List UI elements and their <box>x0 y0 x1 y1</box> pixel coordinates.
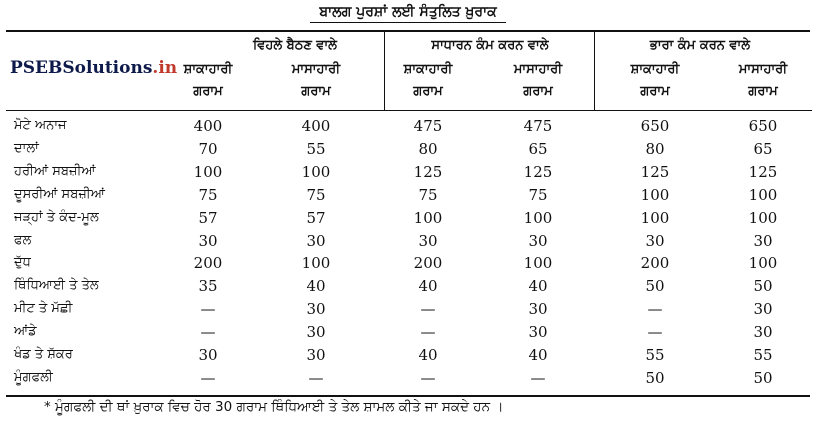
table-cell: 650 <box>748 117 778 135</box>
table-cell: — <box>647 323 663 342</box>
row-label: ਮੂੰਗਫਲੀ <box>14 369 53 385</box>
group-header-moderate: ਸਾਧਾਰਨ ਕੰਮ ਕਰਨ ਵਾਲੇ <box>431 38 549 53</box>
table-cell: 30 <box>306 231 326 250</box>
row-label: ਦੂਸਰੀਆਂ ਸਬਜ਼ੀਆਂ <box>14 186 105 202</box>
table-cell: 475 <box>523 117 553 135</box>
table-cell: 80 <box>645 139 665 158</box>
table-cell: 80 <box>418 139 438 158</box>
table-cell: 40 <box>528 346 548 364</box>
table-cell: 75 <box>528 185 548 204</box>
table-cell: 100 <box>640 185 670 204</box>
table-cell: 55 <box>306 139 326 158</box>
table-cell: 100 <box>301 162 331 181</box>
unit-label: ਗਰਾਮ <box>523 84 553 99</box>
table-cell: 100 <box>640 208 670 227</box>
row-label: ਥਿੰਧਿਆਈ ਤੇ ਤੇਲ <box>14 278 99 294</box>
sub-header-vegetarian-1: ਸ਼ਾਕਾਹਾਰੀ <box>183 62 233 77</box>
group-header-sedentary: ਵਿਹਲੇ ਬੈਠਣ ਵਾਲੇ <box>253 38 337 53</box>
table-cell: — <box>420 323 436 342</box>
header-rule <box>6 110 812 111</box>
table-cell: 30 <box>306 346 326 364</box>
table-cell: 65 <box>753 139 773 158</box>
table-cell: 100 <box>748 208 778 227</box>
table-cell: — <box>420 300 436 319</box>
table-cell: 200 <box>193 254 223 273</box>
table-cell: 100 <box>523 254 553 273</box>
table-cell: 75 <box>306 185 326 204</box>
table-cell: — <box>308 368 324 387</box>
table-cell: 125 <box>640 162 670 181</box>
table-cell: 75 <box>198 185 218 204</box>
footnote: * ਮੂੰਗਫਲੀ ਦੀ ਥਾਂ ਖ਼ੁਰਾਕ ਵਿਚ ਹੋਰ 30 ਗਰਾਮ ਥਿੰਧਿਆਈ ਤੇ ਤੇਲ ਸ਼ਾਮਲ ਕੀਤੇ ਜਾ ਸਕਦੇ ਹਨ । <box>44 399 504 415</box>
table-cell: 30 <box>306 300 326 319</box>
sub-header-nonveg-2: ਮਾਸਾਹਾਰੀ <box>513 62 563 77</box>
sub-header-vegetarian-3: ਸ਼ਾਕਾਹਾਰੀ <box>630 62 680 77</box>
table-cell: 57 <box>198 208 218 227</box>
table-cell: 100 <box>413 208 443 227</box>
table-cell: 70 <box>198 139 218 158</box>
table-cell: 30 <box>198 231 218 250</box>
group-header-heavy: ਭਾਰਾ ਕੰਮ ਕਰਨ ਵਾਲੇ <box>649 38 751 53</box>
row-label: ਖੰਡ ਤੇ ਸ਼ੱਕਰ <box>14 347 73 362</box>
table-cell: 100 <box>523 208 553 227</box>
table-cell: 30 <box>753 231 773 250</box>
table-cell: 125 <box>523 162 553 181</box>
table-cell: 30 <box>753 300 773 319</box>
table-cell: — <box>200 368 216 387</box>
table-cell: 65 <box>528 139 548 158</box>
table-cell: 55 <box>645 346 665 364</box>
table-cell: 200 <box>640 254 670 273</box>
sub-header-nonveg-1: ਮਾਸਾਹਾਰੀ <box>291 62 341 77</box>
table-cell: — <box>420 368 436 387</box>
unit-label: ਗਰਾਮ <box>413 84 443 99</box>
table-cell: 30 <box>306 323 326 342</box>
table-cell: 125 <box>748 162 778 181</box>
table-cell: 30 <box>645 231 665 250</box>
table-cell: 50 <box>645 368 665 387</box>
table-cell: 100 <box>748 185 778 204</box>
table-cell: 100 <box>748 254 778 273</box>
site-logo: PSEBSolutions.in <box>10 58 178 78</box>
row-label: ਆਂਡੇ <box>14 324 37 340</box>
table-cell: 40 <box>418 277 438 296</box>
table-cell: 75 <box>418 185 438 204</box>
table-cell: 30 <box>528 323 548 342</box>
table-cell: 200 <box>413 254 443 273</box>
table-cell: — <box>530 368 546 387</box>
unit-label: ਗਰਾਮ <box>301 84 331 99</box>
table-title: ਬਾਲਗ ਪੁਰਸ਼ਾਂ ਲਈ ਸੰਤੁਲਿਤ ਖ਼ੁਰਾਕ <box>319 4 497 20</box>
table-cell: 30 <box>753 323 773 342</box>
table-cell: 50 <box>753 277 773 296</box>
table-cell: 30 <box>528 231 548 250</box>
table-cell: 475 <box>413 117 443 135</box>
sub-header-vegetarian-2: ਸ਼ਾਕਾਹਾਰੀ <box>403 62 453 77</box>
table-cell: — <box>200 300 216 319</box>
row-label: ਜੜ੍ਹਾਂ ਤੇ ਕੰਦ-ਮੂਲ <box>14 209 99 225</box>
table-cell: 40 <box>528 277 548 296</box>
table-cell: 55 <box>753 346 773 364</box>
group-divider-2 <box>594 30 595 110</box>
table-cell: 30 <box>418 231 438 250</box>
table-cell: 40 <box>418 346 438 364</box>
table-cell: 30 <box>528 300 548 319</box>
row-label: ਦਾਲਾਂ <box>14 140 39 156</box>
row-label: ਹਰੀਆਂ ਸਬਜ਼ੀਆਂ <box>14 163 96 179</box>
sub-header-nonveg-3: ਮਾਸਾਹਾਰੀ <box>738 62 788 77</box>
row-label: ਮੀਟ ਤੇ ਮੱਛੀ <box>14 301 73 317</box>
unit-label: ਗਰਾਮ <box>748 84 778 99</box>
table-cell: 125 <box>413 162 443 181</box>
table-cell: 100 <box>193 162 223 181</box>
unit-label: ਗਰਾਮ <box>193 84 223 99</box>
title-underline <box>310 22 506 23</box>
table-cell: 35 <box>198 277 218 296</box>
table-cell: 50 <box>645 277 665 296</box>
unit-label: ਗਰਾਮ <box>640 84 670 99</box>
table-cell: — <box>647 300 663 319</box>
table-cell: 50 <box>753 368 773 387</box>
row-label: ਦੁੱਧ <box>14 255 31 271</box>
table-cell: 40 <box>306 277 326 296</box>
table-cell: 57 <box>306 208 326 227</box>
table-cell: 400 <box>301 117 331 135</box>
table-cell: 650 <box>640 117 670 135</box>
table-cell: 400 <box>193 117 223 135</box>
table-cell: — <box>200 323 216 342</box>
table-cell: 30 <box>198 346 218 364</box>
row-label: ਫਲ <box>14 232 32 248</box>
table-cell: 100 <box>301 254 331 273</box>
row-label: ਮੋਟੇ ਅਨਾਜ <box>14 118 67 133</box>
